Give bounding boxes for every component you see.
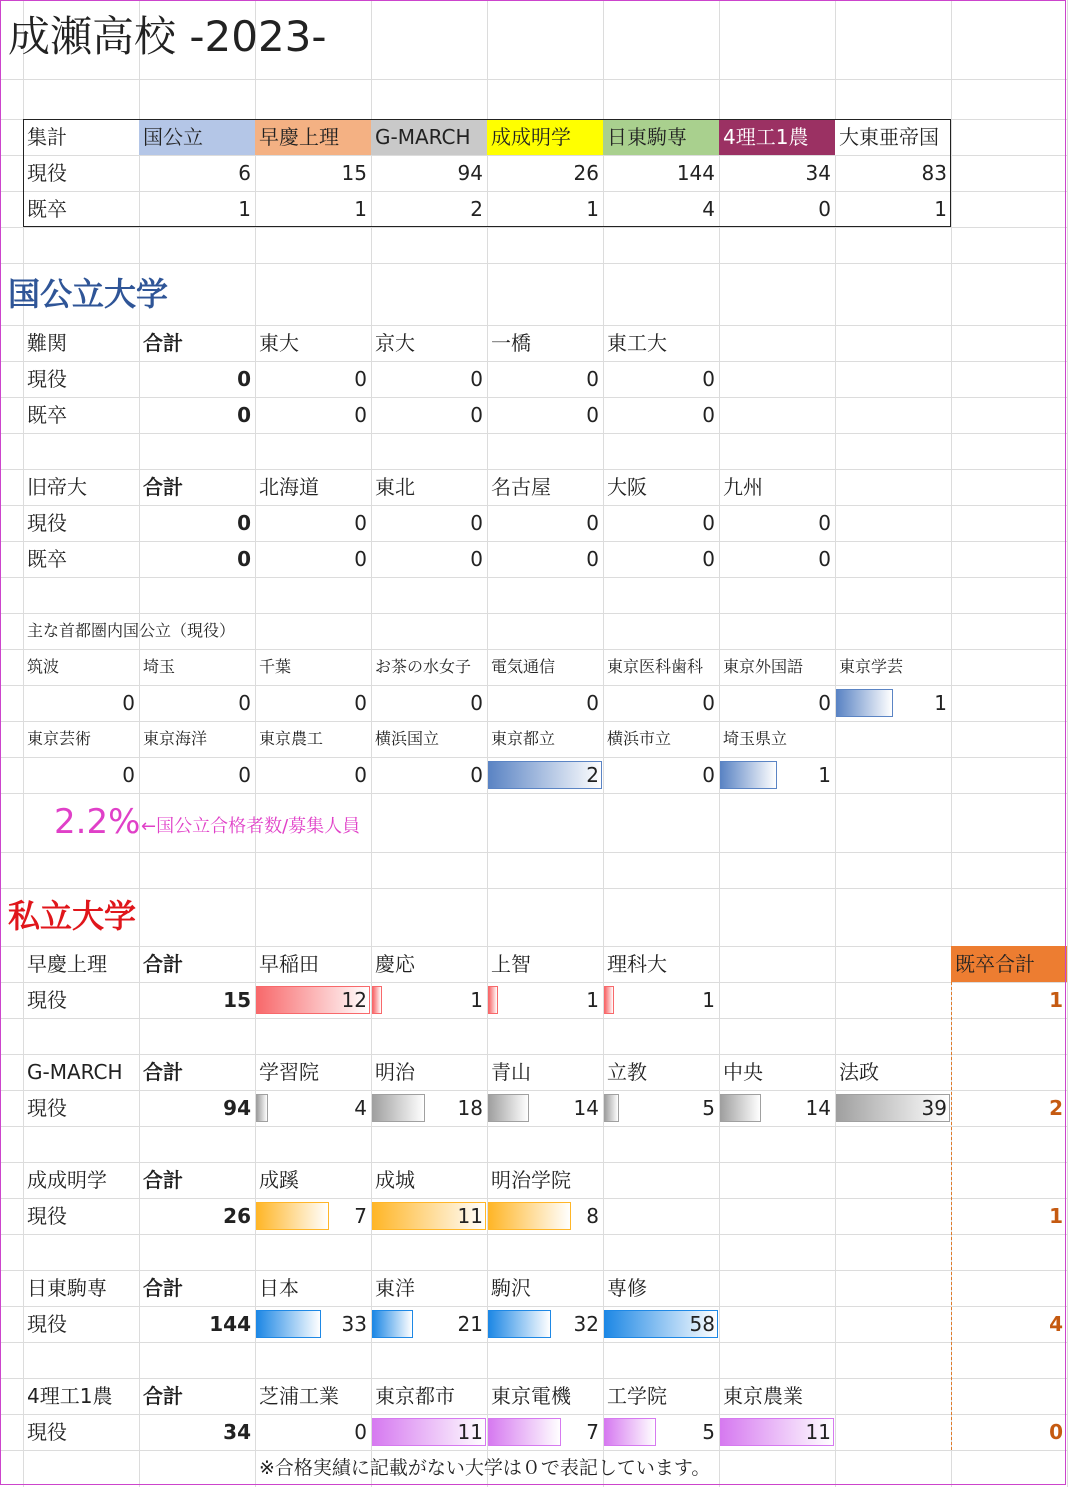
school-value: 0 [470,511,483,535]
total-value: 0 [237,403,251,427]
school-value [255,1090,371,1126]
school-value [603,1090,719,1126]
data-bar-value: 0 [586,691,599,715]
school-header: 京大 [375,331,415,355]
grid-row-line [0,888,1068,889]
grid-row-line [0,1018,1068,1019]
data-bar [720,761,777,789]
school-header: 東京電機 [491,1384,571,1408]
total-header: 合計 [143,1276,183,1300]
row-label: 既卒 [27,403,67,427]
grid-row-line [0,263,1068,264]
school-value [603,982,719,1018]
data-bar-value: 14 [805,1096,831,1120]
school-value [371,1090,487,1126]
metro-caption: 主な首都圏内国公立（現役） [27,621,236,640]
summary-value: 1 [354,197,367,221]
total-header: 合計 [143,1384,183,1408]
total-header: 合計 [143,952,183,976]
school-header: 学習院 [259,1060,319,1084]
school-value [719,1090,835,1126]
row-label: 現役 [27,1420,67,1444]
group-name: 早慶上理 [27,952,107,976]
school-value: 0 [586,547,599,571]
row-label: 現役 [27,511,67,535]
private-heading: 私立大学 [8,897,137,935]
summary-value: 94 [457,161,483,185]
data-bar-value: 18 [457,1096,483,1120]
school-header: 駒沢 [491,1276,531,1300]
metro-school-label: 東京農工 [259,729,324,748]
summary-header-2: 早慶上理 [255,119,371,155]
summary-row-label: 現役 [27,161,67,185]
data-bar-value: 5 [702,1420,715,1444]
total-value: 144 [209,1312,251,1336]
summary-value: 4 [702,197,715,221]
total-header: 合計 [143,1060,183,1084]
total-header: 合計 [143,331,183,355]
ratio-note: ←国公立合格者数/募集人員 [141,816,361,837]
total-value: 0 [237,367,251,391]
data-bar-value: 0 [354,1420,367,1444]
metro-school-label: お茶の水女子 [375,657,472,676]
summary-value: 15 [341,161,367,185]
summary-value: 1 [238,197,251,221]
data-bar [720,1094,761,1122]
kisotsu-total-value: 1 [1049,988,1063,1012]
metro-school-label: 横浜市立 [607,729,672,748]
metro-value [371,757,487,793]
metro-school-label: 東京都立 [491,729,556,748]
school-value: 0 [354,403,367,427]
school-header: 北海道 [259,475,319,499]
data-bar-value: 4 [354,1096,367,1120]
grid-row-line [0,852,1068,853]
total-value: 15 [223,988,251,1012]
school-value [835,1090,951,1126]
school-value: 0 [702,367,715,391]
school-header: 早稲田 [259,952,319,976]
total-header: 合計 [143,475,183,499]
group-name: 成成明学 [27,1168,107,1192]
school-value: 0 [586,511,599,535]
school-value [371,982,487,1018]
metro-value [487,757,603,793]
school-header: 慶応 [375,952,415,976]
total-value: 0 [237,511,251,535]
metro-value [139,757,255,793]
metro-value [719,757,835,793]
data-bar [372,1310,413,1338]
summary-value: 34 [805,161,831,185]
school-value: 0 [586,367,599,391]
metro-value [487,685,603,721]
data-bar [488,1094,529,1122]
data-bar-value: 0 [122,691,135,715]
school-header: 立教 [607,1060,647,1084]
school-value [487,1090,603,1126]
group-name: G-MARCH [27,1060,123,1084]
total-value: 0 [237,547,251,571]
school-value [719,1414,835,1450]
metro-school-label: 東京海洋 [143,729,208,748]
data-bar-value: 11 [457,1420,483,1444]
grid-row-line [0,1126,1068,1127]
school-header: 青山 [491,1060,531,1084]
data-bar [488,1202,571,1230]
data-bar [488,761,602,789]
summary-header-4: 成成明学 [487,119,603,155]
school-value: 0 [354,511,367,535]
metro-value [255,757,371,793]
data-bar-value: 1 [702,988,715,1012]
school-value: 0 [354,367,367,391]
school-value [603,1306,719,1342]
school-value [371,1198,487,1234]
school-value [255,1414,371,1450]
data-bar-value: 0 [238,691,251,715]
summary-header-5: 日東駒専 [603,119,719,155]
school-header: 一橋 [491,331,531,355]
school-value: 0 [818,511,831,535]
data-bar-value: 0 [354,691,367,715]
summary-header-3: G-MARCH [371,119,487,155]
group-name: 日東駒専 [27,1276,107,1300]
school-header: 日本 [259,1276,299,1300]
grid-row-line [0,577,1068,578]
metro-value [255,685,371,721]
school-value: 0 [470,367,483,391]
school-value [371,1306,487,1342]
grid-row-line [0,1234,1068,1235]
data-bar-value: 0 [238,763,251,787]
summary-value: 1 [934,197,947,221]
data-bar-value: 1 [818,763,831,787]
data-bar [488,986,498,1014]
data-bar [488,1418,561,1446]
school-value [487,1306,603,1342]
metro-school-label: 埼玉県立 [723,729,788,748]
summary-value: 26 [573,161,599,185]
metro-school-label: 東京外国語 [723,657,804,676]
total-value: 34 [223,1420,251,1444]
metro-value [23,757,139,793]
data-bar-value: 21 [457,1312,483,1336]
school-value [487,1414,603,1450]
school-header: 名古屋 [491,475,551,499]
school-header: 九州 [723,475,763,499]
data-bar [256,1202,329,1230]
school-header: 東京農業 [723,1384,803,1408]
summary-value: 0 [818,197,831,221]
kisotsu-total-value: 2 [1049,1096,1063,1120]
kisotsu-total-value: 4 [1049,1312,1063,1336]
data-bar [488,1310,551,1338]
metro-school-label: 東京芸術 [27,729,92,748]
metro-value [835,685,951,721]
metro-value [23,685,139,721]
metro-value [603,757,719,793]
school-value: 0 [586,403,599,427]
row-label: 現役 [27,988,67,1012]
footnote: ※合格実績に記載がない大学は０で表記しています。 [259,1457,711,1479]
metro-school-label: 東京医科歯科 [607,657,704,676]
data-bar-value: 0 [702,691,715,715]
metro-school-label: 埼玉 [143,657,176,676]
kisotsu-column-border [951,982,952,1450]
row-label: 現役 [27,1096,67,1120]
group-name: 4理工1農 [27,1384,113,1408]
school-header: 中央 [723,1060,763,1084]
data-bar [372,986,382,1014]
school-header: 明治学院 [491,1168,571,1192]
metro-school-label: 横浜国立 [375,729,440,748]
school-header: 専修 [607,1276,647,1300]
school-header: 芝浦工業 [259,1384,339,1408]
school-header: 上智 [491,952,531,976]
data-bar-value: 1 [586,988,599,1012]
group-name: 旧帝大 [27,475,87,499]
summary-header-1: 国公立 [139,119,255,155]
school-header: 東京都市 [375,1384,455,1408]
school-header: 法政 [839,1060,879,1084]
data-bar-value: 7 [354,1204,367,1228]
data-bar-value: 58 [689,1312,715,1336]
school-header: 東北 [375,475,415,499]
school-value: 0 [702,511,715,535]
data-bar-value: 0 [818,691,831,715]
data-bar-value: 11 [805,1420,831,1444]
metro-value [603,685,719,721]
data-bar-value: 32 [573,1312,599,1336]
summary-header-label: 集計 [27,125,67,149]
summary-header-7: 大東亜帝国 [835,119,951,155]
school-value: 0 [702,403,715,427]
data-bar-value: 1 [470,988,483,1012]
school-value [487,1198,603,1234]
data-bar [604,986,614,1014]
school-value [255,982,371,1018]
row-label: 既卒 [27,547,67,571]
summary-header-6: 4理工1農 [719,119,835,155]
kisotsu-total-header: 既卒合計 [951,946,1067,982]
data-bar-value: 12 [341,988,367,1012]
metro-value [371,685,487,721]
kisotsu-total-value: 1 [1049,1204,1063,1228]
row-label: 現役 [27,1312,67,1336]
summary-value: 83 [921,161,947,185]
metro-value [719,685,835,721]
data-bar [372,1094,425,1122]
school-value [255,1198,371,1234]
school-value: 0 [818,547,831,571]
summary-value: 6 [238,161,251,185]
summary-value: 1 [586,197,599,221]
school-header: 東洋 [375,1276,415,1300]
data-bar-value: 39 [921,1096,947,1120]
data-bar [604,1418,656,1446]
school-value: 0 [470,547,483,571]
group-name: 難関 [27,331,67,355]
metro-school-label: 電気通信 [491,657,556,676]
data-bar-value: 5 [702,1096,715,1120]
school-header: 成蹊 [259,1168,299,1192]
data-bar-value: 0 [354,763,367,787]
row-label: 現役 [27,1204,67,1228]
school-header: 理科大 [607,952,667,976]
data-bar-value: 8 [586,1204,599,1228]
metro-value [139,685,255,721]
metro-school-label: 筑波 [27,657,60,676]
summary-value: 144 [676,161,715,185]
data-bar-value: 11 [457,1204,483,1228]
school-header: 東大 [259,331,299,355]
data-bar [604,1094,619,1122]
school-value [371,1414,487,1450]
grid-row-line [0,433,1068,434]
ratio-value: 2.2% [54,802,141,842]
school-value: 0 [702,547,715,571]
school-header: 明治 [375,1060,415,1084]
total-value: 94 [223,1096,251,1120]
grid-row-line [0,1342,1068,1343]
kisotsu-total-value: 0 [1049,1420,1063,1444]
school-value: 0 [354,547,367,571]
data-bar [836,689,893,717]
school-header: 成城 [375,1168,415,1192]
page-title: 成瀬高校 -2023- [8,12,327,61]
summary-row-label: 既卒 [27,197,67,221]
grid-row-line [0,793,1068,794]
data-bar-value: 2 [586,763,599,787]
school-value: 0 [470,403,483,427]
school-header: 工学院 [607,1384,667,1408]
grid-row-line [0,79,1068,80]
data-bar-value: 0 [470,763,483,787]
grid-row-line [0,1450,1068,1451]
data-bar-value: 14 [573,1096,599,1120]
row-label: 現役 [27,367,67,391]
data-bar [256,1094,268,1122]
school-value [487,982,603,1018]
metro-school-label: 東京学芸 [839,657,904,676]
school-value [255,1306,371,1342]
school-header: 東工大 [607,331,667,355]
total-header: 合計 [143,1168,183,1192]
school-header: 大阪 [607,475,647,499]
data-bar-value: 7 [586,1420,599,1444]
metro-school-label: 千葉 [259,657,292,676]
data-bar [256,1310,321,1338]
national-heading: 国公立大学 [8,275,169,313]
school-value [603,1414,719,1450]
data-bar-value: 33 [341,1312,367,1336]
grid-row-line [0,227,1068,228]
summary-value: 2 [470,197,483,221]
data-bar-value: 0 [702,763,715,787]
data-bar-value: 0 [122,763,135,787]
data-bar-value: 1 [934,691,947,715]
data-bar-value: 0 [470,691,483,715]
total-value: 26 [223,1204,251,1228]
